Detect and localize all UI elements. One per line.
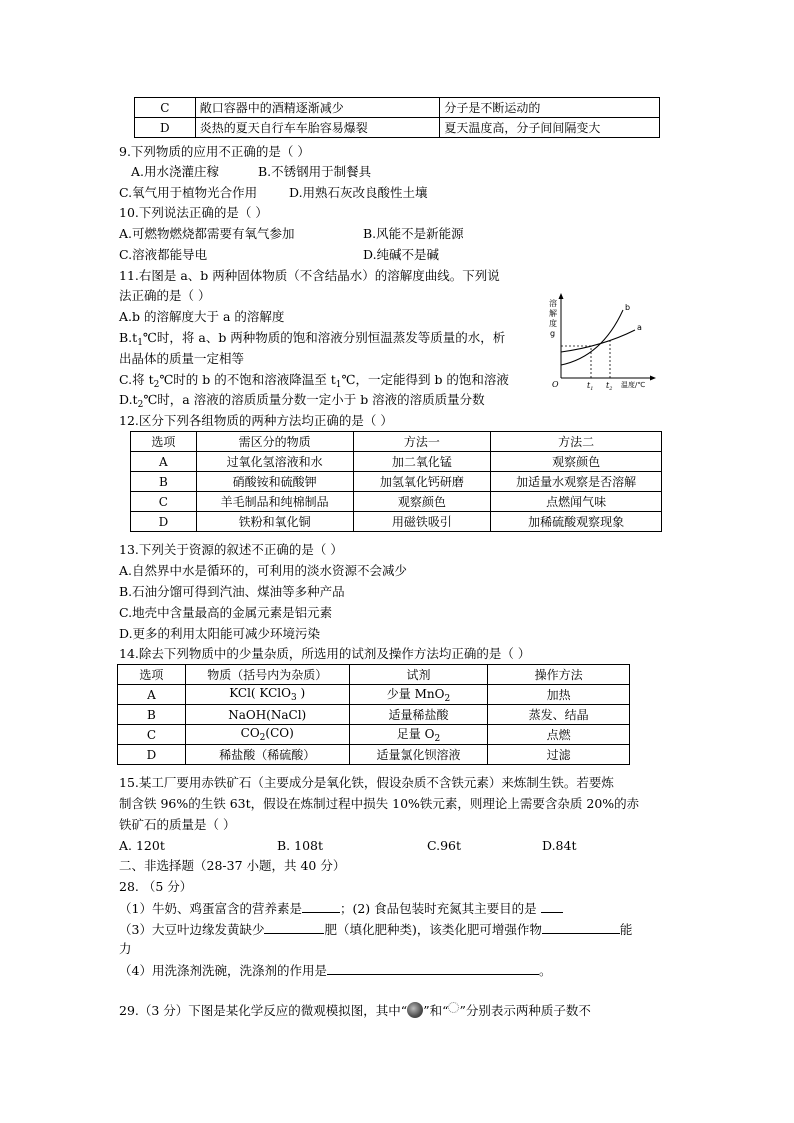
q28-part4-text: （4）用洗涤剂洗碗，洗涤剂的作用是 [119,963,327,978]
graph-ylabel-unit: g [550,329,556,338]
q11-option-c-sub2: 1 [335,380,342,390]
q14-substance [185,725,349,745]
q29-text-a: 29.（3 分）下图是某化学反应的微观模拟图，其中“ [119,1003,408,1018]
table-row [118,705,630,725]
q28-part2-text: ；(2) 食品包装时充氮其主要目的是 [339,901,537,916]
q14-option: B [118,705,186,725]
q12-header: 需区分的物质 [196,432,353,452]
q8-cell: 分子是不断运动的 [440,98,660,118]
q8-cell: 炎热的夏天自行车车胎容易爆裂 [195,118,440,138]
q12-cell: 加稀硫酸观察现象 [491,512,662,532]
q13-option-a: A.自然界中水是循环的，可利用的淡水资源不会减少 [119,563,408,578]
graph-xlabel: 温度/℃ [621,381,646,389]
q14-substance [185,685,349,705]
light-atom-icon [448,1002,459,1013]
q14-header: 操作方法 [488,665,630,685]
q12-cell: 硝酸铵和硫酸钾 [196,472,353,492]
q11-option-b [119,330,505,351]
q12-cell: 加二氧化锰 [353,452,491,472]
q10-option-c: C.溶液都能导电 [119,247,208,262]
q14-reagent-sub: 2 [434,734,441,744]
q14-reagent-text: 适量稀盐酸 [388,708,449,722]
table-row [118,745,630,765]
q14-substance-sub: 3 [290,693,297,703]
q8-cell: 夏天温度高，分子间间隔变大 [440,118,660,138]
q28-part1-text: （1）牛奶、鸡蛋富含的营养素是 [119,901,302,916]
q14-stem: 14.除去下列物质中的少量杂质，所选用的试剂及操作方法均正确的是（ ） [119,646,531,661]
q15-stem-line3: 铁矿石的质量是（ ） [119,817,236,832]
q15-option-d: D.84t [542,838,577,853]
q10-option-a: A.可燃物燃烧都需要有氧气参加 [119,226,295,241]
table-row [118,725,630,745]
q12-cell: D [131,512,197,532]
graph-origin: O [552,380,559,389]
q11-option-c-mid: ℃时的 b 的不饱和溶液降温至 t [159,372,336,387]
table-row [131,492,662,512]
q14-substance-post: (CO) [265,726,294,740]
q14-header: 试剂 [349,665,488,685]
table-header-row [118,665,630,685]
q13-stem: 13.下列关于资源的叙述不正确的是（ ） [119,542,343,557]
q15-stem-line1: 15.某工厂要用赤铁矿石（主要成分是氧化铁，假设杂质不含铁元素）来炼制生铁。若要炼 [119,775,614,790]
answer-blank[interactable] [264,921,324,934]
q14-reagent-sub: 2 [444,694,451,704]
q14-substance [185,705,349,725]
q14-table [117,664,630,765]
curve-b [561,310,623,365]
graph-t1-text: t [587,381,591,390]
q11-stem-line1: 11.右图是 a、b 两种固体物质（不含结晶水）的溶解度曲线。下列说 [119,268,500,283]
q28-part4-end: 。 [538,963,552,978]
q28-part3-text: （3）大豆叶边缘发黄缺少 [119,922,265,937]
answer-blank[interactable] [302,900,340,913]
q28-part3 [119,921,632,938]
q12-header: 方法一 [353,432,491,452]
q11-option-d-post: ℃时，a 溶液的溶质质量分数一定小于 b 溶液的溶质质量分数 [143,392,485,407]
q14-reagent [349,725,488,745]
q9-option-c: C.氧气用于植物光合作用 [119,185,258,200]
q28-part1 [119,900,563,917]
q28-part3-text2: 肥（填化肥种类)，该类化肥可增强作物 [324,922,542,937]
q13-option-d: D.更多的利用太阳能可减少环境污染 [119,626,321,641]
q14-option: C [118,725,186,745]
q14-method: 过滤 [488,745,630,765]
graph-ylabel-2: 解 [549,309,557,318]
q12-cell: 过氧化氢溶液和水 [196,452,353,472]
table-row [131,512,662,532]
q14-substance-text: CO [240,726,260,740]
table-row [135,118,660,138]
q11-option-d [119,392,485,413]
q12-cell: 观察颜色 [353,492,491,512]
q28-stem: 28. （5 分） [119,879,193,894]
q12-header: 方法二 [491,432,662,452]
graph-t2-text: t [606,381,610,390]
q14-method: 加热 [488,685,630,705]
q14-method: 点燃 [488,725,630,745]
q14-substance [185,745,349,765]
solubility-curve-graph [545,290,660,390]
q11-option-b-sub: 1 [137,338,143,348]
q14-substance-sub: 2 [259,733,266,743]
q12-cell: 加适量水观察是否溶解 [491,472,662,492]
q15-stem-line2: 制含铁 96%的生铁 63t，假设在炼制过程中损失 10%铁元素，则理论上需要含杂质 20%的赤 [119,796,640,811]
curve-a-label: a [637,323,642,332]
q14-reagent-text: 少量 MnO [386,687,445,701]
dark-atom-icon [407,1002,423,1018]
q12-cell: 用磁铁吸引 [353,512,491,532]
q8-cell: 敞口容器中的酒精逐渐减少 [195,98,440,118]
q15-option-c: C.96t [427,838,462,853]
q9-option-a: A.用水浇灌庄稼 [131,164,220,179]
q15-option-b: B. 108t [277,838,324,853]
curve-b-label: b [625,303,631,312]
table-row [135,98,660,118]
q29-stem [119,1002,591,1019]
q11-option-d-sub: 2 [137,400,144,410]
q9-option-b: B.不锈钢用于制餐具 [258,164,372,179]
q14-option: A [118,685,186,705]
graph-t2-sub: 2 [609,386,613,390]
q11-option-c-sub1: 2 [153,380,160,390]
curve-a [561,330,635,352]
q11-option-d-pre: D.t [119,392,138,407]
q11-option-a: A.b 的溶解度大于 a 的溶解度 [119,309,285,324]
q12-cell: 羊毛制品和纯棉制品 [196,492,353,512]
q11-option-b-line2: 出晶体的质量一定相等 [119,351,245,366]
q12-cell: 加氢氧化钙研磨 [353,472,491,492]
answer-blank[interactable] [327,962,539,975]
q28-part3-text3: 能 [619,922,633,937]
q14-substance-post: ) [296,686,306,700]
q8-table [134,97,660,138]
q11-option-c [119,372,509,393]
table-row [118,685,630,705]
q28-part4 [119,962,551,979]
answer-blank[interactable] [542,921,620,934]
graph-ylabel-1: 溶 [549,299,557,308]
q12-header: 选项 [131,432,197,452]
q14-header: 选项 [118,665,186,685]
q11-option-c-post: ℃，一定能得到 b 的饱和溶液 [341,372,509,387]
q12-stem: 12.区分下列各组物质的两种方法均正确的是（ ） [119,413,393,428]
graph-t1-sub: 1 [590,386,594,390]
q12-cell: C [131,492,197,512]
q12-cell: B [131,472,197,492]
q10-option-b: B.风能不是新能源 [363,226,464,241]
table-row [131,452,662,472]
q14-substance-text: 稀盐酸（稀硫酸） [219,748,316,762]
table-header-row [131,432,662,452]
q14-header: 物质（括号内为杂质） [185,665,349,685]
q12-cell: 铁粉和氧化铜 [196,512,353,532]
q8-cell: C [135,98,196,118]
graph-t1-label [587,381,593,390]
q10-option-d: D.纯碱不是碱 [363,247,440,262]
q14-reagent-text: 适量氯化钡溶液 [376,748,461,762]
q11-option-c-pre: C.将 t [119,372,154,387]
answer-blank[interactable] [541,900,563,913]
q14-substance-text: NaOH(NaCl) [228,707,307,722]
section-heading: 二、非选择题（28-37 小题，共 40 分） [119,858,346,873]
q28-part3-line2: 力 [119,941,132,956]
q13-option-c: C.地壳中含量最高的金属元素是铝元素 [119,605,333,620]
q14-option: D [118,745,186,765]
q9-option-d: D.用熟石灰改良酸性土壤 [289,185,428,200]
q29-text-c: ”分别表示两种质子数不 [459,1003,591,1018]
q9-stem: 9.下列物质的应用不正确的是（ ） [119,144,310,159]
q14-substance-text: KCl( KClO [229,686,291,700]
q14-reagent-text: 足量 O [396,727,435,741]
q12-cell: 观察颜色 [491,452,662,472]
q14-reagent [349,685,488,705]
q12-cell: 点燃闻气味 [491,492,662,512]
q12-cell: A [131,452,197,472]
graph-t2-label [606,381,612,390]
q29-text-b: ”和“ [423,1003,449,1018]
table-row [131,472,662,492]
q12-table [130,431,662,532]
q10-stem: 10.下列说法正确的是（ ） [119,205,268,220]
q8-cell: D [135,118,196,138]
q14-reagent [349,705,488,725]
q11-option-b-pre: B.t [119,330,138,345]
q14-method: 蒸发、结晶 [488,705,630,725]
graph-ylabel-3: 度 [549,319,557,328]
q11-option-b-post: ℃时，将 a、b 两种物质的饱和溶液分别恒温蒸发等质量的水，析 [142,330,506,345]
q11-stem-line2: 法正确的是（ ） [119,288,211,303]
q15-option-a: A. 120t [119,838,165,853]
q13-option-b: B.石油分馏可得到汽油、煤油等多种产品 [119,584,345,599]
q14-reagent [349,745,488,765]
